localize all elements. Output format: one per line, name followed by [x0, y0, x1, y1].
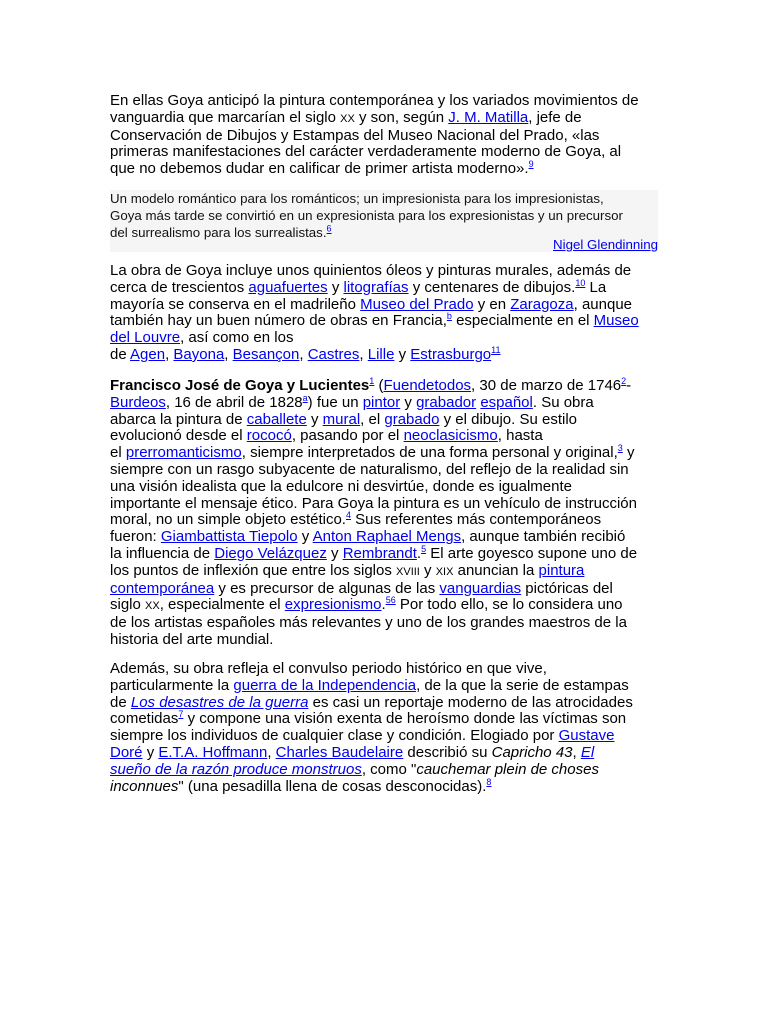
- link-zaragoza[interactable]: Zaragoza: [510, 295, 574, 313]
- text-line: historia del arte mundial.: [110, 630, 274, 648]
- quote-author-link[interactable]: Nigel Glendinning: [553, 237, 658, 252]
- link-burdeos[interactable]: Burdeos: [110, 393, 166, 411]
- footnote-ref[interactable]: b: [446, 311, 452, 322]
- text-line: de los artistas españoles más relevantes y uno de los grandes maestros de la: [110, 614, 627, 632]
- text-line: también hay un buen número de obras en Francia,$^b$ especialmente en el Museo: [110, 311, 639, 330]
- text-line: siempre con un rasgo subyacente de naturalismo, del reflejo de la realidad sin: [110, 460, 629, 478]
- link-hoffmann[interactable]: E.T.A. Hoffmann: [158, 743, 268, 761]
- text-line: moral, no un simple objeto estético.$^4$ Sus referentes más contemporáneos: [110, 510, 602, 529]
- text-line: la influencia de Diego Velázquez y Rembrandt.$^5$ El arte goyesco supone uno de: [110, 543, 638, 562]
- subject-name: Francisco José de Goya y Lucientes: [110, 377, 370, 394]
- link-estrasburgo[interactable]: Estrasburgo: [410, 345, 492, 363]
- link-castres[interactable]: Castres: [307, 345, 360, 363]
- link-fuendetodos[interactable]: Fuendetodos: [383, 377, 472, 394]
- text-line: En ellas Goya anticipó la pintura contemporánea y los variados movimientos de: [110, 92, 639, 109]
- text-line: los puntos de inflexión que entre los siglos XVIII y XIX anuncian la pintura: [110, 561, 585, 579]
- link-agen[interactable]: Agen: [130, 345, 166, 363]
- footnote-ref[interactable]: 1: [369, 376, 375, 386]
- text-line: primeras manifestaciones del carácter verdaderamente moderno de Goya, al: [110, 143, 622, 161]
- link-mural[interactable]: mural: [322, 410, 361, 428]
- link-gustave-dore[interactable]: Gustave: [558, 727, 615, 745]
- link-lille[interactable]: Lille: [367, 345, 395, 363]
- text-line: abarca la pintura de caballete y mural, el grabado y el dibujo. Su estilo: [110, 410, 578, 428]
- text-line: fueron: Giambattista Tiepolo y Anton Raphael Mengs, aunque también recibió: [110, 528, 626, 546]
- footnote-ref[interactable]: 9: [528, 159, 534, 170]
- text-line: que no debemos dudar en calificar de primer artista moderno».$^9$: [110, 159, 534, 178]
- link-prerromanticismo[interactable]: prerromanticismo: [125, 444, 242, 462]
- quote-line: Un modelo romántico para los románticos; un impresionista para los impresionistas,: [110, 191, 604, 206]
- link-sueno-razon[interactable]: El: [580, 743, 595, 761]
- link-caballete[interactable]: caballete: [246, 410, 307, 428]
- text-line: de Los desastres de la guerra es casi un reportaje moderno de las atrocidades: [110, 693, 633, 711]
- text-line: inconnues" (una pesadilla llena de cosas desconocidas).$^8$: [110, 776, 492, 795]
- text-line: sueño de la razón produce monstruos, como "cauchemar plein de choses: [110, 760, 599, 778]
- text-line: una visión idealista que la edulcore ni desvirtúe, donde es igualmente: [110, 477, 572, 495]
- paragraph-historical: [110, 661, 662, 795]
- link-espanol[interactable]: español: [480, 393, 533, 411]
- link-museo-prado[interactable]: Museo del Prado: [360, 295, 474, 313]
- text-line: particularmente la guerra de la Independencia, de la que la serie de estampas: [110, 676, 629, 694]
- link-mengs[interactable]: Anton Raphael Mengs: [312, 528, 462, 546]
- link-baudelaire[interactable]: Charles Baudelaire: [275, 743, 404, 761]
- text-line: Burdeos, 16 de abril de 1828$^a$) fue un pintor y grabador español. Su obra: [110, 392, 594, 411]
- text-line: el prerromanticismo, siempre interpretados de una forma personal y original,$^3$ y: [110, 443, 635, 462]
- link-grabador[interactable]: grabador: [416, 393, 477, 411]
- footnote-ref[interactable]: 2: [621, 376, 627, 386]
- link-desastres-guerra[interactable]: Los desastres de la guerra: [130, 693, 309, 711]
- link-pintor[interactable]: pintor: [362, 393, 401, 411]
- quote-line: del surrealismo para los surrealistas.$^6$: [110, 223, 332, 240]
- footnote-ref[interactable]: 10: [575, 277, 586, 288]
- text-line: siglo XX, especialmente el expresionismo.$^{56}$ Por todo ello, se lo considera uno: [110, 595, 623, 614]
- text-line: Además, su obra refleja el convulso periodo histórico en que vive,: [110, 660, 547, 677]
- text-line: Doré y E.T.A. Hoffmann, Charles Baudelaire describió su Capricho 43, El: [110, 743, 595, 761]
- paragraph-works: [110, 263, 662, 364]
- link-vanguardias[interactable]: vanguardias: [439, 579, 522, 597]
- link-expresionismo[interactable]: expresionismo: [284, 596, 382, 614]
- century-numeral: XVIII: [396, 565, 420, 578]
- text-line: evolucionó desde el rococó, pasando por el neoclasicismo, hasta: [110, 427, 543, 445]
- link-litografias[interactable]: litografías: [343, 278, 409, 296]
- footnote-ref[interactable]: 3: [617, 443, 623, 454]
- text-line: Conservación de Dibujos y Estampas del Museo Nacional del Prado, «las: [110, 126, 600, 144]
- link-aguafuertes[interactable]: aguafuertes: [248, 278, 328, 296]
- link-velazquez[interactable]: Diego Velázquez: [214, 544, 327, 562]
- text-line: importante el mensaje ético. Para Goya la pintura es un vehículo de instrucción: [110, 494, 637, 512]
- text-line: contemporánea y es precursor de algunas de las vanguardias pictóricas del: [110, 579, 613, 597]
- link-besancon[interactable]: Besançon: [232, 345, 300, 363]
- century-numeral: XX: [145, 600, 160, 613]
- text-line: del Louvre, así como en los: [110, 329, 294, 347]
- text-line: cometidas$^7$ y compone una visión exenta de heroísmo donde las víctimas son: [110, 709, 627, 728]
- text-line: mayoría se conserva en el madrileño Museo del Prado y en Zaragoza, aunque: [110, 295, 633, 313]
- link-guerra-independencia[interactable]: guerra de la Independencia: [233, 676, 417, 694]
- link-pintura-contemporanea[interactable]: contemporánea: [110, 579, 215, 597]
- footnote-ref[interactable]: 8: [486, 776, 492, 787]
- century-numeral: XIX: [435, 565, 454, 578]
- paragraph-biography: [110, 378, 662, 649]
- link-bayona[interactable]: Bayona: [173, 345, 225, 363]
- footnote-ref[interactable]: 11: [491, 344, 501, 355]
- footnote-ref[interactable]: 5: [421, 543, 427, 554]
- link-neoclasicismo[interactable]: neoclasicismo: [403, 427, 498, 445]
- link-grabado[interactable]: grabado: [384, 410, 440, 428]
- text-line: siempre los individuos de cualquier clase y condición. Elogiado por Gustave: [110, 727, 615, 745]
- text-line: vanguardia que marcarían el siglo XX y son, según J. M. Matilla, jefe de: [110, 108, 582, 126]
- link-museo-louvre[interactable]: Museo: [593, 312, 639, 330]
- footnote-ref[interactable]: 56: [385, 595, 396, 606]
- blockquote: [110, 190, 658, 252]
- link-sueno-razon[interactable]: sueño de la razón produce monstruos: [110, 760, 362, 778]
- footnote-ref[interactable]: 4: [345, 510, 351, 521]
- text-line: cerca de trescientos aguafuertes y litografías y centenares de dibujos.$^{10}$ La: [110, 277, 607, 296]
- link-matilla[interactable]: J. M. Matilla: [448, 108, 529, 126]
- quote-line: Goya más tarde se convirtió en un expresionista para los expresionistas y un precursor: [110, 208, 623, 223]
- link-pintura-contemporanea[interactable]: pintura: [538, 561, 585, 579]
- link-rembrandt[interactable]: Rembrandt: [342, 544, 417, 562]
- footnote-ref[interactable]: a: [302, 392, 308, 403]
- text-line: de Agen, Bayona, Besançon, Castres, Lille y Estrasburgo$^{11}$: [110, 344, 501, 363]
- text-line: Francisco José de Goya y Lucientes$^1$ (Fuendetodos, 30 de marzo de 1746$^2$-: [110, 376, 632, 394]
- century-numeral: XX: [340, 112, 355, 125]
- text-line: La obra de Goya incluye unos quinientos óleos y pinturas murales, además de: [110, 262, 632, 279]
- paragraph-intro: [110, 93, 662, 178]
- link-gustave-dore[interactable]: Doré: [110, 743, 143, 761]
- footnote-ref[interactable]: 7: [178, 709, 184, 720]
- link-tiepolo[interactable]: Giambattista Tiepolo: [160, 528, 298, 546]
- footnote-ref[interactable]: 6: [326, 223, 332, 234]
- link-rococo[interactable]: rococó: [246, 427, 292, 445]
- link-museo-louvre[interactable]: del Louvre: [110, 329, 181, 347]
